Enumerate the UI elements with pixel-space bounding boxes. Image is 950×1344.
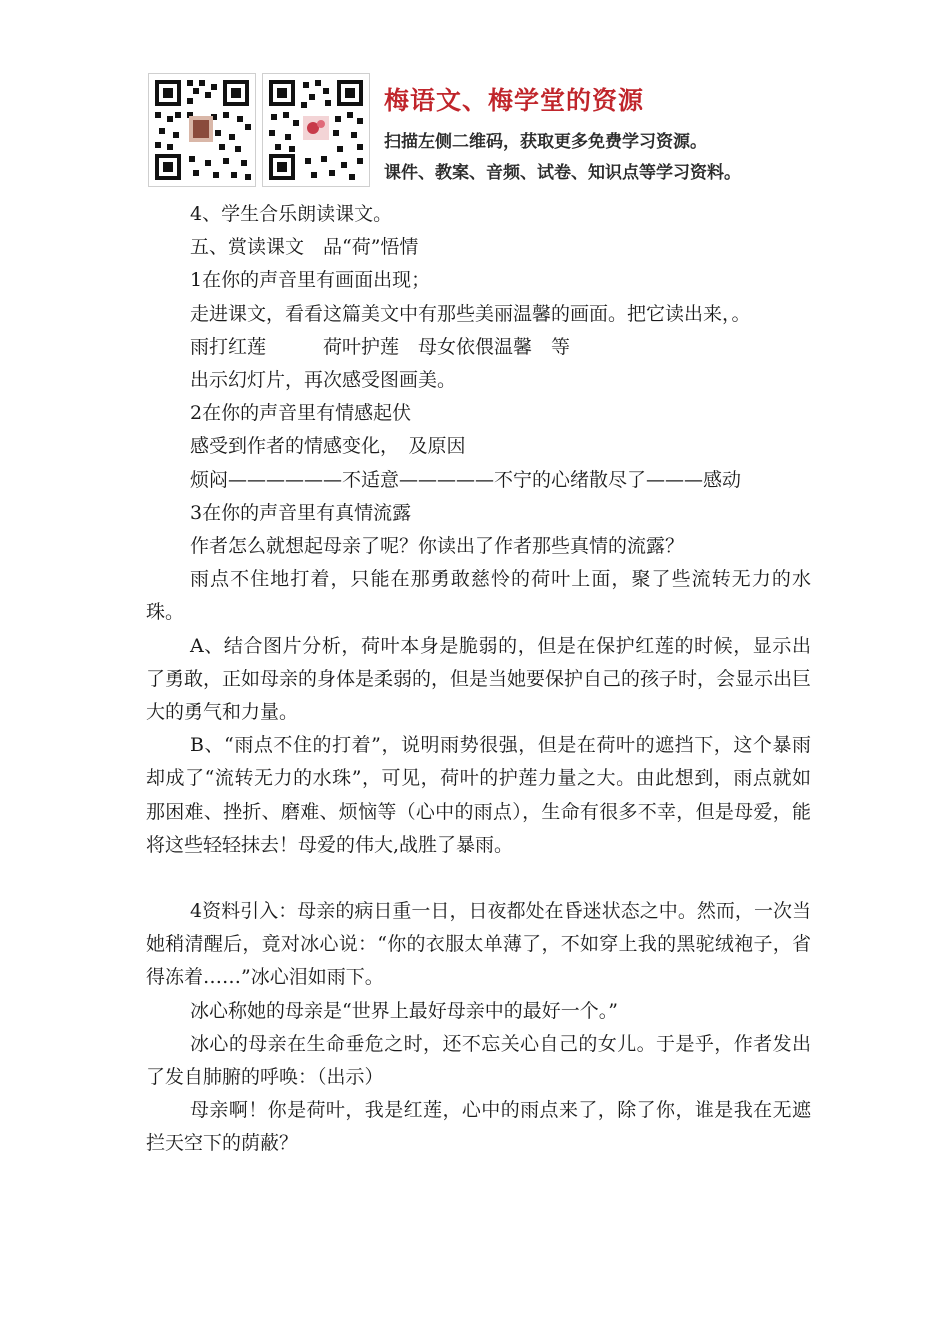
paragraph: 烦闷——————不适意—————不宁的心绪散尽了———感动 xyxy=(190,468,742,491)
qr-code-right xyxy=(262,73,370,187)
paragraph: 感受到作者的情感变化， 及原因 xyxy=(190,435,466,458)
paragraph: 作者怎么就想起母亲了呢？你读出了作者那些真情的流露？ xyxy=(190,535,685,558)
paragraph: 2在你的声音里有情感起伏 xyxy=(190,402,412,425)
paragraph: 母亲啊！你是荷叶，我是红莲，心中的雨点来了，除了你，谁是我在无遮拦天空下的荫蔽？ xyxy=(146,1099,811,1155)
section-heading: 五、赏读课文 品“荷”悟情 xyxy=(190,236,419,259)
lesson-body xyxy=(146,198,811,1161)
qr-code-icon xyxy=(149,74,255,186)
brand-title: 梅语文、梅学堂的资源 xyxy=(384,86,645,115)
paragraph: A、结合图片分析，荷叶本身是脆弱的，但是在保护红莲的时候，显示出了勇敢，正如母亲的身体是柔弱的，但是当她要保护自己的孩子时，会显示出巨大的勇气和力量。 xyxy=(146,634,812,724)
paragraph: 雨打红莲 荷叶护莲 母女依偎温馨 等 xyxy=(190,335,571,358)
header-subtitle: 课件、教案、音频、试卷、知识点等学习资料。 xyxy=(384,163,741,183)
resource-header xyxy=(148,73,828,189)
paragraph: 4、学生合乐朗读课文。 xyxy=(190,203,393,225)
paragraph: 雨点不住地打着，只能在那勇敢慈怜的荷叶上面，聚了些流转无力的水珠。 xyxy=(146,568,811,624)
paragraph: 3在你的声音里有真情流露 xyxy=(190,501,412,524)
paragraph: 1在你的声音里有画面出现； xyxy=(190,269,431,292)
qr-code-icon xyxy=(263,74,369,186)
paragraph: 走进课文，看看这篇美文中有那些美丽温馨的画面。把它读出来，。 xyxy=(190,302,751,325)
paragraph: 冰心称她的母亲是“世界上最好母亲中的最好一个。” xyxy=(190,999,618,1022)
paragraph: 4资料引入：母亲的病日重一日，日夜都处在昏迷状态之中。然而，一次当她稍清醒后，竟对冰心说：“你的衣服太单薄了，不如穿上我的黑驼绒袍子，省得冻着……”冰心泪如雨下。 xyxy=(146,900,811,989)
qr-code-left xyxy=(148,73,256,187)
paragraph: B、“雨点不住的打着”，说明雨势很强，但是在荷叶的遮挡下，这个暴雨却成了“流转无力的水珠”，可见，荷叶的护莲力量之大。由此想到，雨点就如那困难、挫折、磨难、烦恼等（心中的雨点），生命有很多不幸，但是母爱，能将这些轻轻抹去！母爱的伟大,战胜了暴雨。 xyxy=(146,734,811,856)
paragraph: 冰心的母亲在生命垂危之时，还不忘关心自己的女儿。于是乎，作者发出了发自肺腑的呼唤：（出示） xyxy=(146,1032,811,1089)
header-subtitle: 扫描左侧二维码，获取更多免费学习资源。 xyxy=(384,132,707,152)
paragraph: 出示幻灯片，再次感受图画美。 xyxy=(190,369,457,392)
